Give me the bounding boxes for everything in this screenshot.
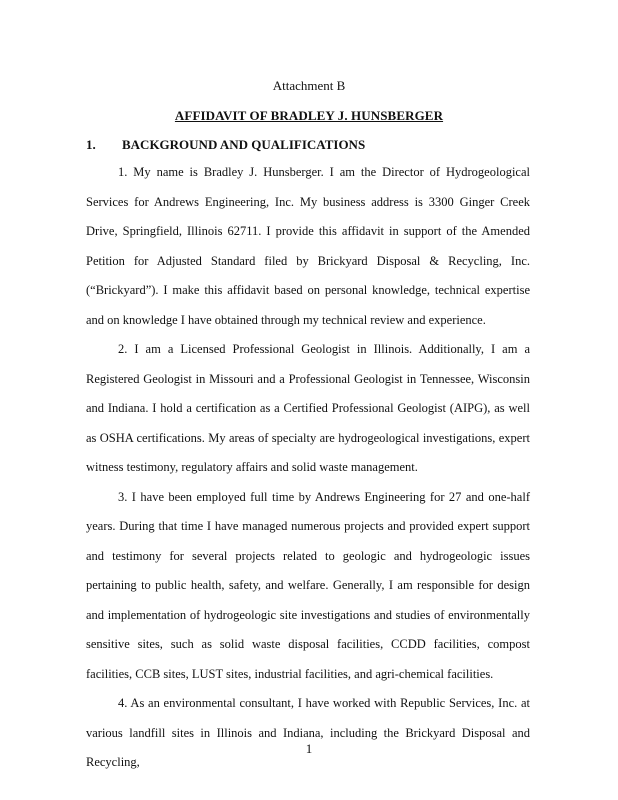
section-number: 1. xyxy=(86,137,96,152)
attachment-label: Attachment B xyxy=(272,78,346,93)
page-number: 1 xyxy=(305,741,313,756)
paragraph-1: 1. My name is Bradley J. Hunsberger. I am the Director of Hydrogeological Services for Andrews Engineering, Inc. My business address is 3300 Ginger Creek Drive, Springfield, Illinois 62711. I provide this affidavit in support of the Amended Petition for Adjusted Standard filed by Brickyard Disposal & Recycling, Inc. (“Brickyard”). I make this affidavit based on personal knowledge, technical expertise and on knowledge I have obtained through my technical review and experience. xyxy=(86,165,530,327)
affidavit-title: AFFIDAVIT OF BRADLEY J. HUNSBERGER xyxy=(174,108,444,123)
paragraph-3: 3. I have been employed full time by Andrews Engineering for 27 and one-half years. During that time I have managed numerous projects and provided expert support and testimony for several projects related to geologic and hydrogeologic issues pertaining to public health, safety, and welfare. Generally, I am responsible for design and implementation of hydrogeologic site investigations and studies of environmentally sensitive sites, such as solid waste disposal facilities, CCDD facilities, compost facilities, CCB sites, LUST sites, industrial facilities, and agri-chemical facilities. xyxy=(86,489,530,681)
affidavit-body xyxy=(86,158,530,778)
section-title: BACKGROUND AND QUALIFICATIONS xyxy=(122,137,366,152)
section-heading xyxy=(86,137,546,153)
paragraph-2: 2. I am a Licensed Professional Geologist in Illinois. Additionally, I am a Registered Geologist in Missouri and a Professional Geologist in Tennessee, Wisconsin and Indiana. I hold a certification as a Certified Professional Geologist (AIPG), as well as OSHA certifications. My areas of specialty are hydrogeological investigations, expert witness testimony, regulatory affairs and solid waste management. xyxy=(86,342,530,474)
paragraph-4: 4. As an environmental consultant, I have worked with Republic Services, Inc. at various landfill sites in Illinois and Indiana, including the Brickyard Disposal and Recycling, xyxy=(86,696,530,769)
